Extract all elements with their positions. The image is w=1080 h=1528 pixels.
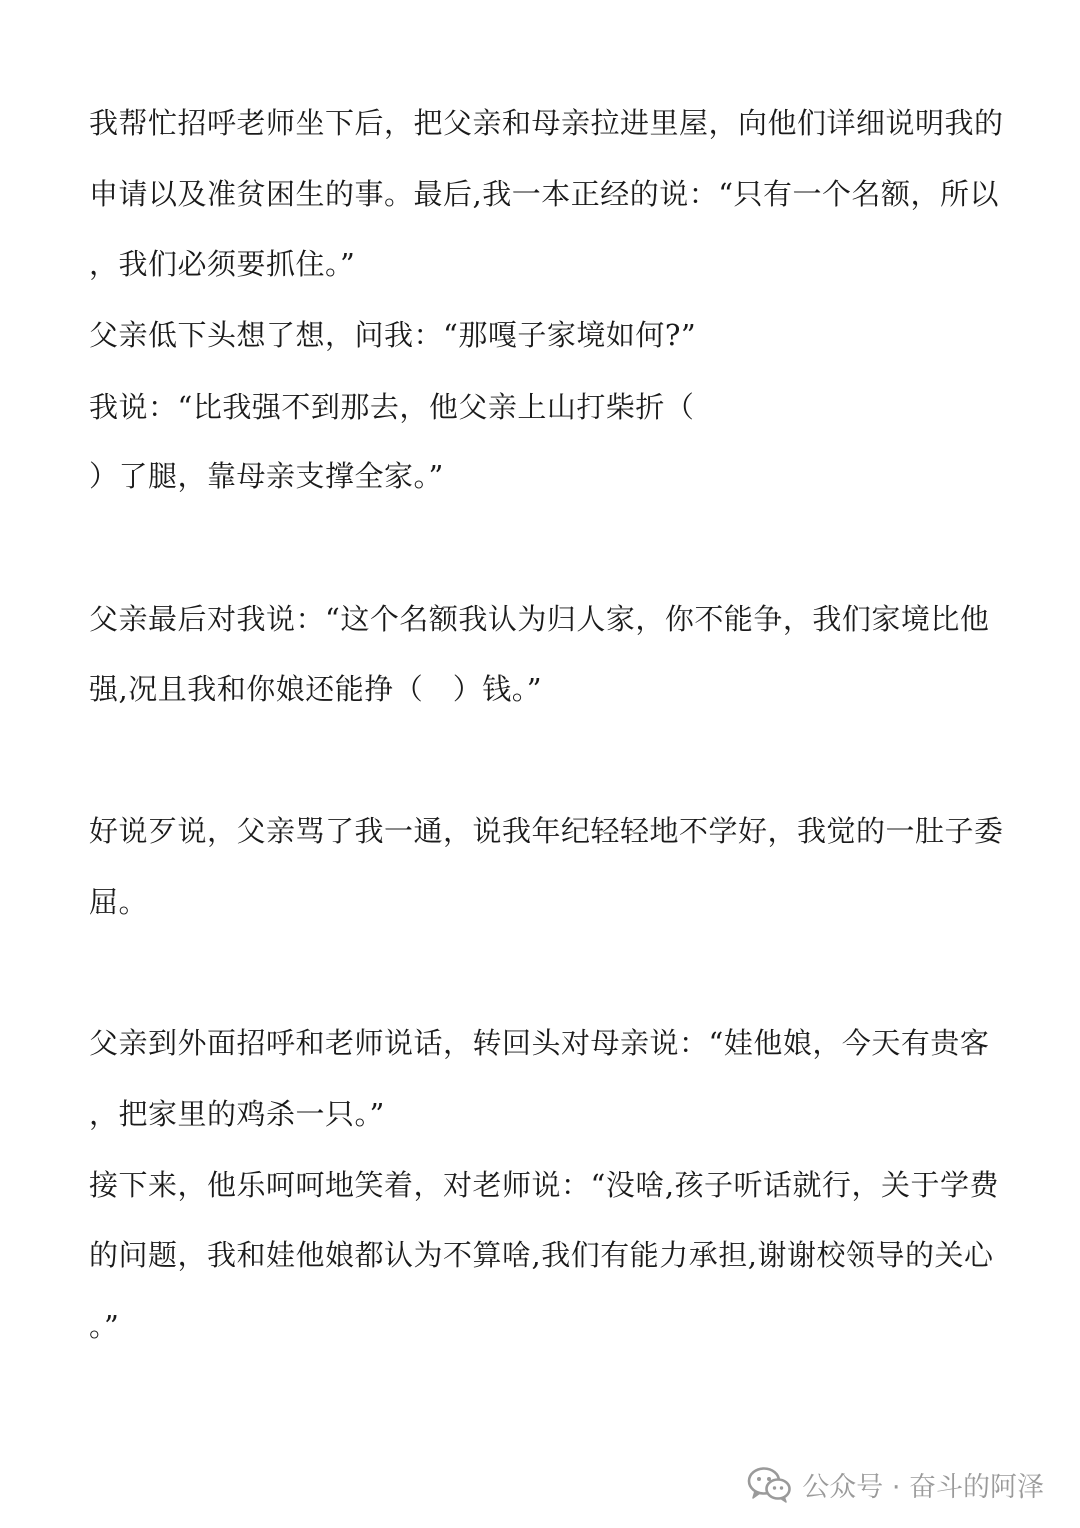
text-line: ，我们必须要抓住。”	[89, 247, 356, 281]
text-line: 强,况且我和你娘还能挣（ ）钱。”	[89, 672, 543, 706]
wechat-icon	[746, 1464, 792, 1504]
text-line: 好说歹说，父亲骂了我一通，说我年纪轻轻地不学好，我觉的一肚子委	[89, 814, 1004, 848]
text-line: ）了腿，靠母亲支撑全家。”	[89, 459, 444, 493]
text-line: 父亲最后对我说：“这个名额我认为归人家，你不能争，我们家境比他	[89, 602, 990, 636]
text-line: ，把家里的鸡杀一只。”	[89, 1097, 385, 1131]
text-line: 的问题，我和娃他娘都认为不算啥,我们有能力承担,谢谢校领导的关心	[89, 1238, 994, 1272]
text-line: 父亲到外面招呼和老师说话，转回头对母亲说：“娃他娘，今天有贵客	[89, 1026, 990, 1060]
watermark	[746, 1462, 1044, 1506]
text-line: 接下来，他乐呵呵地笑着，对老师说：“没啥,孩子听话就行，关于学费	[89, 1168, 1000, 1202]
text-line: 申请以及准贫困生的事。最后,我一本正经的说：“只有一个名额，所以	[89, 177, 1000, 211]
text-line: 我说：“比我强不到那去，他父亲上山打柴折（	[89, 390, 695, 424]
text-line: 。”	[89, 1309, 120, 1343]
text-line: 父亲低下头想了想，问我：“那嘎子家境如何?”	[89, 318, 697, 352]
text-line: 屈。	[89, 885, 149, 919]
text-line: 我帮忙招呼老师坐下后，把父亲和母亲拉进里屋，向他们详细说明我的	[89, 106, 1004, 140]
watermark-text: 公众号 · 奋斗的阿泽	[802, 1471, 1044, 1503]
